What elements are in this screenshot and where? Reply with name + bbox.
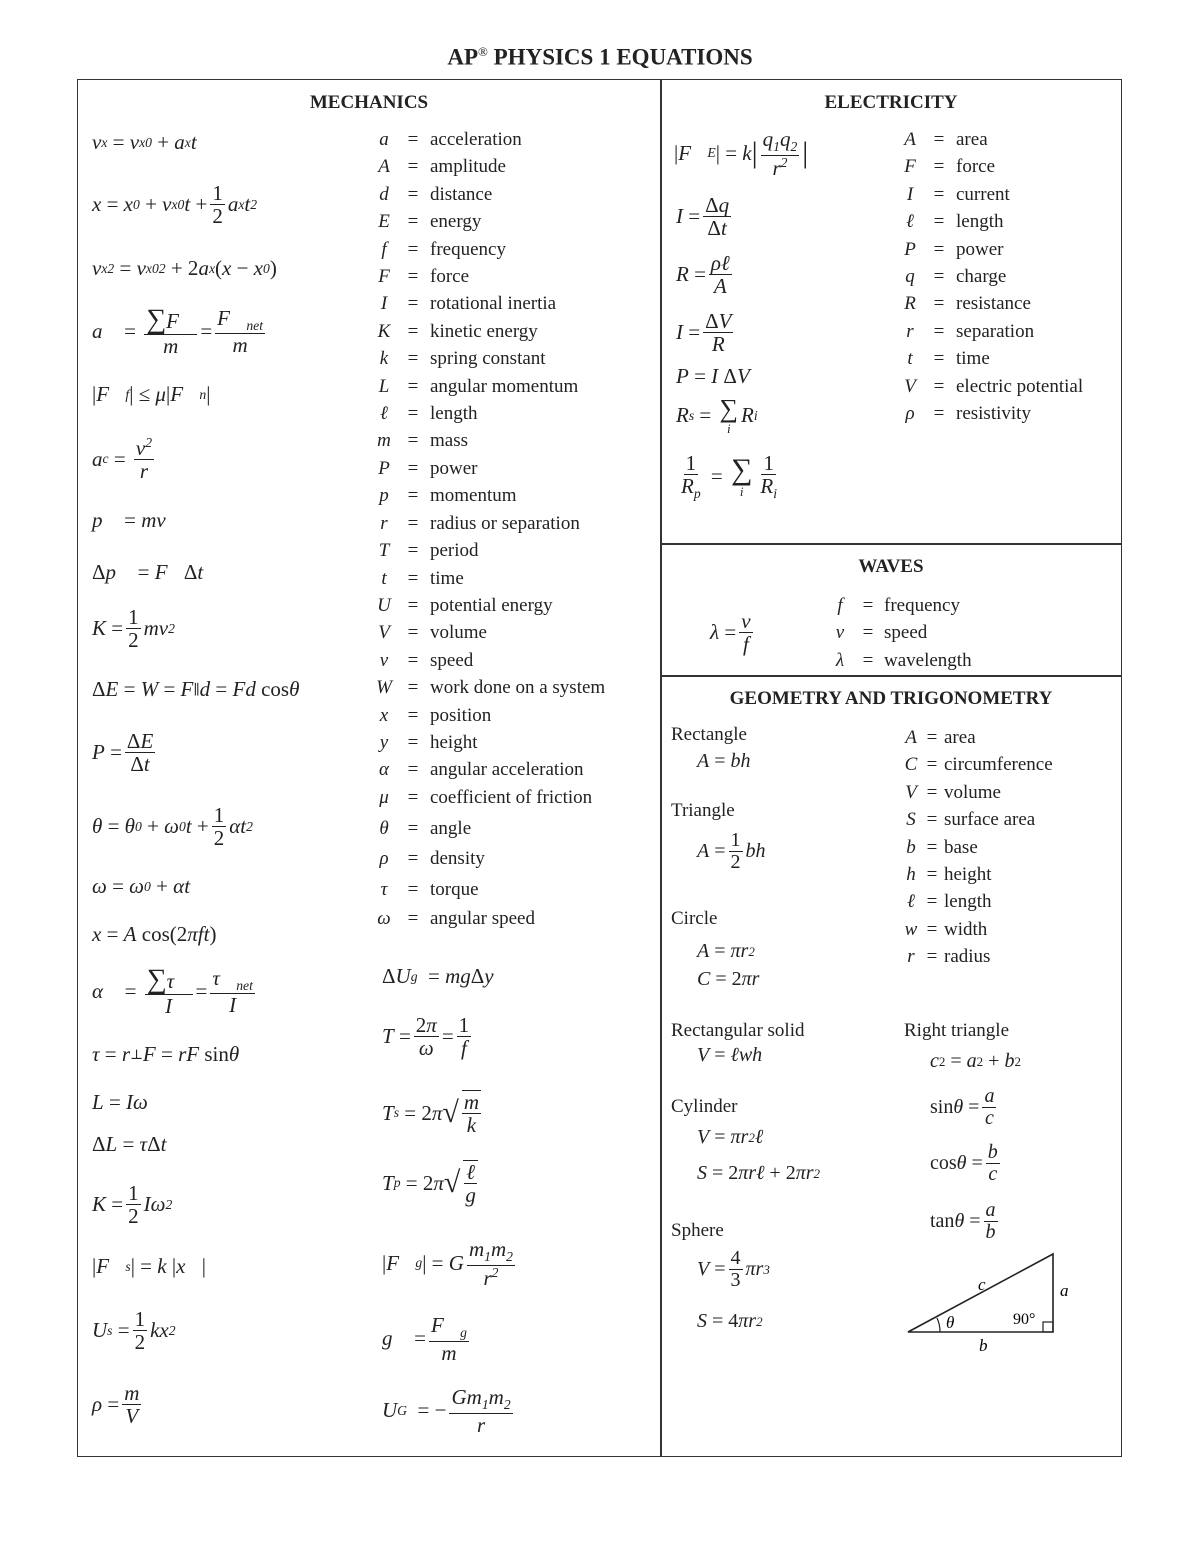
equation-circle-area: A = πr 2 [697,940,755,962]
geometry-var-row: V = volume [905,781,1001,803]
geometry-cylinder-label: Cylinder [671,1096,738,1117]
equation-torque: τ = r ⊥ F = rF sin θ [92,1042,240,1066]
geometry-variable-list [902,724,1053,971]
geometry-var-row: w = width [904,918,988,940]
geometry-rect-solid-label: Rectangular solid [671,1020,805,1041]
geometry-sphere-label: Sphere [671,1220,724,1241]
mechanics-var-row: ω = angular speed [377,908,535,930]
mechanics-var-row: α = angular acceleration [379,759,584,781]
equation-kinematics-velocity-squared: v x 2 = v x0 2 + 2 a x ( x − x 0 ) [92,256,277,280]
equation-spring-period: T s = 2 π √ $\frac{m}{k}$ [382,1090,480,1138]
equation-series-resistance: R s = ∑ i R i [676,394,758,436]
equation-shm-position: x = A cos(2 πft ) [92,922,217,946]
mechanics-var-row: τ = torque [380,878,479,900]
equation-cylinder-volume: V = πr 2 ℓ [697,1126,764,1148]
geometry-right-triangle-label: Right triangle [904,1020,1010,1041]
mechanics-var-row: F = force [378,266,470,288]
right-angle-label: 90° [1013,1311,1036,1328]
mechanics-var-row: f = frequency [381,238,506,260]
mechanics-var-row: r = radius or separation [380,512,580,534]
equation-spring-pe: U s = $\frac{1}{2}$ kx 2 [92,1307,176,1355]
mechanics-var-row: K = kinetic energy [377,320,538,342]
equation-angular-velocity: ω = ω 0 + αt [92,874,191,898]
adjacent-label: b [979,1336,988,1355]
geometry-var-row: h = height [906,864,992,886]
equation-friction: | F⃗ f | ≤ μ | F⃗ n | [92,382,211,406]
equation-angular-momentum: L = Iω [92,1090,148,1114]
mechanics-var-row: m = mass [377,430,468,452]
waves-var-row: λ = wavelength [835,649,972,671]
mechanics-var-row: d = distance [379,183,493,205]
geometry-var-row: ℓ = length [907,891,992,913]
equation-spring-force: | F⃗ s | = k | x⃗ | [92,1254,206,1278]
mechanics-var-row: y = height [379,731,478,753]
mechanics-var-row: x = position [379,704,492,726]
equation-kinematics-velocity: v x = v x0 + a x t [92,130,197,154]
equation-sine: sin θ = $\frac{a}{c}$ [930,1085,995,1129]
equation-wave-speed: λ = $\frac{v}{f}$ [710,609,751,657]
mechanics-var-row: I = rotational inertia [380,293,557,315]
equation-sphere-volume: V = $\frac{4}{3}$ πr 3 [697,1247,770,1291]
geometry-circle-label: Circle [671,908,718,929]
mechanics-var-row: U = potential energy [377,594,553,616]
equation-pythagorean: c 2 = a 2 + b 2 [930,1050,1021,1072]
equation-gravitational-pe-near-earth: Δ U g = mg Δ y [382,964,494,988]
geometry-var-row: C = circumference [904,754,1053,776]
mechanics-var-row: E = energy [378,211,482,233]
geometry-var-row: S = surface area [906,809,1036,831]
equation-density: ρ = $\frac{m}{V}$ [92,1381,140,1429]
equation-gravitational-force: | F⃗ g | = G $\frac{m_1m_2}{r^2}$ [382,1237,513,1290]
equation-resistance: R = $\frac{\text{ρℓ}}{A}$ [676,251,730,299]
electricity-variable-list [898,126,1083,427]
equation-rect-solid-volume: V = ℓwh [697,1044,763,1066]
electricity-var-row: t = time [907,348,990,370]
mechanics-var-row: W = work done on a system [376,677,606,699]
mechanics-var-row: p = momentum [379,485,517,507]
equation-angular-impulse: Δ L = τ Δ t [92,1132,167,1156]
equation-angular-acceleration: α⃗ = $\frac{\sum\tau⃗}{I}$ = $\frac{\tau⃗_{net}}{I}$ [92,964,253,1018]
equation-power: P = $\frac{\Delta E}{\Delta t}$ [92,729,154,777]
geometry-var-row: r = radius [907,946,991,968]
equation-pendulum-period: T p = 2 π √ $\frac{\text{ℓ}}{g}$ [382,1160,476,1208]
geometry-triangle-label: Triangle [671,800,735,821]
equation-gravitational-pe: U G = − $\frac{Gm_1m_2}{r}$ [382,1385,511,1437]
equation-kinetic-energy: K = $\frac{1}{2}$ mv 2 [92,605,175,653]
mechanics-var-row: a = acceleration [379,129,522,150]
equation-current: I = $\frac{\Delta q}{\Delta t}$ [676,193,730,241]
hypotenuse-label: c [978,1275,986,1294]
geometry-rectangle-label: Rectangle [671,724,747,745]
right-angle-marker [1043,1322,1053,1332]
waves-variable-list [828,592,972,674]
mechanics-var-row: ℓ = length [380,403,478,425]
mechanics-var-row: θ = angle [379,818,472,840]
mechanics-var-row: μ = coefficient of friction [379,786,593,808]
page-title: AP® PHYSICS 1 EQUATIONS [447,44,753,70]
mechanics-variable-list [372,126,605,933]
equation-tangent: tan θ = $\frac{a}{b}$ [930,1199,996,1243]
mechanics-var-row: V = volume [378,622,487,644]
equation-rotational-ke: K = $\frac{1}{2}$ Iω 2 [92,1181,173,1229]
equation-rectangle-area: A = bh [697,750,751,772]
equation-gravitational-field: g⃗ = $\frac{F⃗_g}{m}$ [382,1313,467,1365]
mechanics-heading: MECHANICS [309,92,429,113]
electricity-var-row: ℓ = length [906,211,1004,233]
mechanics-var-row: k = spring constant [379,348,546,370]
equation-momentum: p⃗ = mv⃗ [92,508,183,532]
mechanics-var-row: t = time [381,567,464,589]
mechanics-var-row: v = speed [379,649,474,671]
electricity-var-row: I = current [906,183,1010,205]
equation-kinematics-position: x = x 0 + v x0 t + $\frac{1}{2}$ a x t 2 [92,181,258,229]
section-divider-electricity-waves [660,543,1122,545]
equation-work: Δ E = W = F ∥ d = Fd cos θ [92,677,300,701]
equation-electric-power: P = I Δ V [676,364,750,388]
geometry-var-row: A = area [905,727,976,748]
equation-period: T = $\frac{2\pi}{\omega}$ = $\frac{1}{f}$ [382,1013,470,1061]
geometry-heading: GEOMETRY AND TRIGONOMETRY [729,688,1053,709]
mechanics-var-row: A = amplitude [378,156,506,178]
equation-triangle-area: A = $\frac{1}{2}$ bh [697,829,766,873]
equation-sphere-surface: S = 4 πr 2 [697,1310,763,1332]
equation-cylinder-surface: S = 2 πrℓ + 2 πr 2 [697,1162,821,1184]
right-triangle-diagram [900,1248,1090,1358]
electricity-var-row: P = power [904,238,1004,260]
section-divider-waves-geometry [660,675,1122,677]
angle-label: θ [946,1313,955,1332]
electricity-var-row: A = area [904,129,988,150]
electricity-var-row: ρ = resistivity [905,403,1031,425]
geometry-var-row: b = base [906,836,978,858]
column-divider [660,79,662,1457]
equation-angular-position: θ = θ 0 + ω 0 t + $\frac{1}{2}$ αt 2 [92,803,253,851]
equation-circle-circumference: C = 2 πr [697,968,760,990]
mechanics-var-row: ρ = density [379,847,485,869]
electricity-var-row: q = charge [905,266,1007,288]
opposite-label: a [1060,1281,1069,1300]
waves-var-row: f = frequency [837,595,960,616]
waves-heading: WAVES [858,556,924,577]
equation-ohms-law: I = $\frac{\Delta V}{R}$ [676,309,732,357]
equation-coulomb-law: | F⃗ E | = k | $\frac{q_1q_2}{r^2}$ | [674,127,809,180]
electricity-var-row: r = separation [906,320,1035,342]
waves-var-row: v = speed [835,622,928,644]
electricity-var-row: F = force [904,156,996,178]
equation-newtons-second-law: a⃗ = $\frac{\sum F⃗}{m}$ = $\frac{F⃗_{net}}{m}$ [92,304,264,358]
equation-centripetal: a c = $\frac{v^2}{r}$ [92,435,153,484]
electricity-var-row: V = electric potential [904,375,1084,397]
angle-arc [937,1318,940,1332]
mechanics-var-row: T = period [378,540,479,562]
mechanics-var-row: L = angular momentum [378,375,579,397]
equation-parallel-resistance: $\frac{1}{R_p}$ = ∑ i $\frac{1}{R_i}$ [681,451,778,502]
electricity-var-row: R = resistance [904,293,1031,315]
equation-cosine: cos θ = $\frac{b}{c}$ [930,1141,998,1185]
equation-impulse: Δ p⃗ = F⃗ Δ t [92,560,204,584]
electricity-heading: ELECTRICITY [824,92,958,113]
mechanics-var-row: P = power [378,457,478,479]
